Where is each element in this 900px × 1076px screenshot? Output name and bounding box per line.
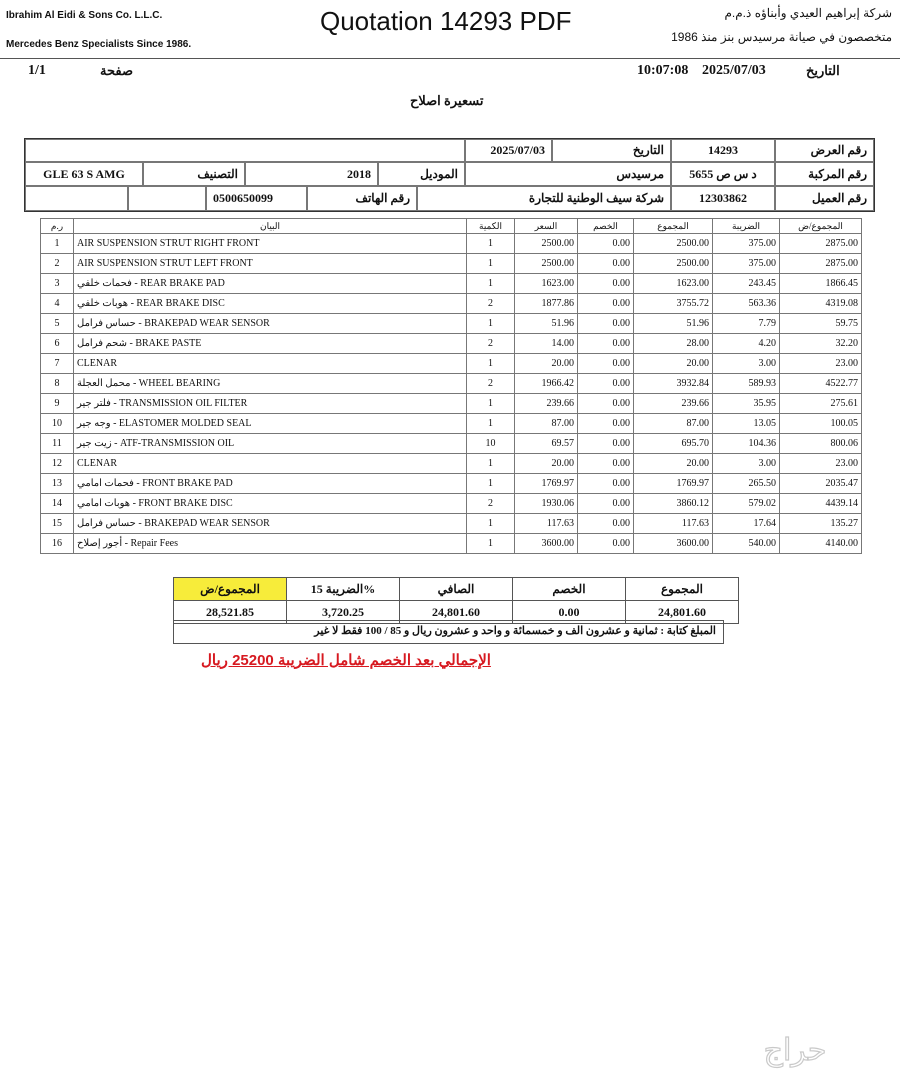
- row-quantity: 2: [467, 334, 515, 354]
- class-label: التصنيف: [143, 162, 245, 186]
- row-description: CLENAR: [74, 354, 467, 374]
- table-row: [41, 374, 862, 394]
- row-price: 117.63: [515, 514, 578, 534]
- row-quantity: 1: [467, 414, 515, 434]
- tax-label: الضريبة 15%: [287, 578, 400, 601]
- row-description: محمل العجلة - WHEEL BEARING: [74, 374, 467, 394]
- row-discount: 0.00: [578, 474, 634, 494]
- row-tax: 3.00: [713, 354, 780, 374]
- row-price: 3600.00: [515, 534, 578, 554]
- page-number: 1/1: [28, 63, 46, 78]
- row-tax: 375.00: [713, 254, 780, 274]
- row-price: 20.00: [515, 354, 578, 374]
- totals-table: [173, 577, 739, 624]
- table-row: [41, 414, 862, 434]
- phone-label: رقم الهاتف: [307, 186, 417, 211]
- totals-label-row: [174, 578, 739, 601]
- row-index: 6: [41, 334, 74, 354]
- row-total: 87.00: [634, 414, 713, 434]
- row-index: 7: [41, 354, 74, 374]
- row-tax: 17.64: [713, 514, 780, 534]
- amount-in-words-box: [173, 620, 724, 644]
- document-type: تسعيرة اصلاح: [410, 93, 484, 108]
- col-header-price: السعر: [515, 219, 578, 234]
- table-row: [41, 434, 862, 454]
- row-discount: 0.00: [578, 394, 634, 414]
- company-tagline-en: Mercedes Benz Specialists Since 1986.: [6, 39, 192, 50]
- row-price: 14.00: [515, 334, 578, 354]
- row-quantity: 1: [467, 454, 515, 474]
- row-total: 695.70: [634, 434, 713, 454]
- row-quantity: 1: [467, 474, 515, 494]
- row-price: 20.00: [515, 454, 578, 474]
- row-discount: 0.00: [578, 494, 634, 514]
- items-table: [40, 218, 862, 554]
- row-total-with-tax: 4319.08: [780, 294, 862, 314]
- row-tax: 13.05: [713, 414, 780, 434]
- row-index: 15: [41, 514, 74, 534]
- customer-name: شركة سيف الوطنية للتجارة: [417, 186, 671, 211]
- col-header-discount: الخصم: [578, 219, 634, 234]
- row-total: 28.00: [634, 334, 713, 354]
- table-row: [41, 274, 862, 294]
- vehicle-class: GLE 63 S AMG: [25, 162, 143, 186]
- row-total: 3600.00: [634, 534, 713, 554]
- row-discount: 0.00: [578, 414, 634, 434]
- row-tax: 104.36: [713, 434, 780, 454]
- page-label: صفحة: [100, 63, 133, 78]
- row-total: 1769.97: [634, 474, 713, 494]
- total-value: 24,801.60: [626, 601, 739, 624]
- quote-date-label: التاريخ: [552, 139, 671, 162]
- quotation-info-box: [24, 138, 875, 212]
- row-quantity: 10: [467, 434, 515, 454]
- row-description: زيت جير - ATF-TRANSMISSION OIL: [74, 434, 467, 454]
- row-quantity: 1: [467, 394, 515, 414]
- row-quantity: 1: [467, 274, 515, 294]
- model-label: الموديل: [378, 162, 465, 186]
- row-total-with-tax: 4439.14: [780, 494, 862, 514]
- print-date-label: التاريخ: [806, 63, 840, 78]
- haraj-watermark-logo: [700, 1032, 890, 1070]
- col-header-tax: الضريبة: [713, 219, 780, 234]
- row-description: AIR SUSPENSION STRUT LEFT FRONT: [74, 254, 467, 274]
- row-description: شحم فرامل - BRAKE PASTE: [74, 334, 467, 354]
- empty-cell: [128, 186, 206, 211]
- row-total-with-tax: 100.05: [780, 414, 862, 434]
- customer-number: 12303862: [671, 186, 775, 211]
- grand-total-note: الإجمالي بعد الخصم شامل الضريبة 25200 ريال: [201, 652, 491, 669]
- col-header-quantity: الكمية: [467, 219, 515, 234]
- table-row: [41, 474, 862, 494]
- row-total-with-tax: 135.27: [780, 514, 862, 534]
- table-row: [41, 254, 862, 274]
- col-header-description: البيان: [74, 219, 467, 234]
- row-price: 2500.00: [515, 234, 578, 254]
- row-quantity: 1: [467, 254, 515, 274]
- row-quantity: 1: [467, 534, 515, 554]
- row-total: 20.00: [634, 354, 713, 374]
- row-description: هوبات امامي - FRONT BRAKE DISC: [74, 494, 467, 514]
- row-price: 1769.97: [515, 474, 578, 494]
- row-discount: 0.00: [578, 334, 634, 354]
- row-index: 2: [41, 254, 74, 274]
- row-discount: 0.00: [578, 274, 634, 294]
- row-description: فحمات امامي - FRONT BRAKE PAD: [74, 474, 467, 494]
- row-total: 1623.00: [634, 274, 713, 294]
- row-description: CLENAR: [74, 454, 467, 474]
- row-discount: 0.00: [578, 514, 634, 534]
- row-description: حساس فرامل - BRAKEPAD WEAR SENSOR: [74, 314, 467, 334]
- net-label: الصافي: [400, 578, 513, 601]
- company-name-ar: شركة إبراهيم العيدي وأبناؤه ذ.م.م: [724, 6, 892, 20]
- col-header-total: المجموع: [634, 219, 713, 234]
- row-tax: 3.00: [713, 454, 780, 474]
- row-quantity: 1: [467, 514, 515, 534]
- total-label: المجموع: [626, 578, 739, 601]
- empty-cell: [25, 139, 465, 162]
- vehicle-make: مرسيدس: [465, 162, 671, 186]
- row-quantity: 2: [467, 494, 515, 514]
- row-price: 1623.00: [515, 274, 578, 294]
- tax-value: 3,720.25: [287, 601, 400, 624]
- table-row: [41, 354, 862, 374]
- print-date: 2025/07/03: [702, 63, 766, 78]
- phone-number: 0500650099: [206, 186, 307, 211]
- row-discount: 0.00: [578, 434, 634, 454]
- row-index: 11: [41, 434, 74, 454]
- row-discount: 0.00: [578, 254, 634, 274]
- row-total-with-tax: 32.20: [780, 334, 862, 354]
- row-total: 239.66: [634, 394, 713, 414]
- row-total-with-tax: 4140.00: [780, 534, 862, 554]
- row-price: 69.57: [515, 434, 578, 454]
- table-row: [41, 514, 862, 534]
- row-total-with-tax: 23.00: [780, 454, 862, 474]
- page-title: Quotation 14293 PDF: [320, 6, 572, 36]
- table-row: [41, 234, 862, 254]
- row-description: فلتر جير - TRANSMISSION OIL FILTER: [74, 394, 467, 414]
- row-index: 8: [41, 374, 74, 394]
- row-quantity: 1: [467, 354, 515, 374]
- header-divider: [0, 58, 900, 59]
- row-quantity: 1: [467, 234, 515, 254]
- row-tax: 7.79: [713, 314, 780, 334]
- row-discount: 0.00: [578, 374, 634, 394]
- row-price: 2500.00: [515, 254, 578, 274]
- row-index: 10: [41, 414, 74, 434]
- row-price: 239.66: [515, 394, 578, 414]
- quote-date: 2025/07/03: [465, 139, 552, 162]
- row-price: 1930.06: [515, 494, 578, 514]
- row-tax: 375.00: [713, 234, 780, 254]
- row-total-with-tax: 2875.00: [780, 254, 862, 274]
- discount-label: الخصم: [513, 578, 626, 601]
- row-index: 4: [41, 294, 74, 314]
- row-total-with-tax: 23.00: [780, 354, 862, 374]
- table-row: [41, 294, 862, 314]
- row-discount: 0.00: [578, 234, 634, 254]
- table-row: [41, 454, 862, 474]
- row-total-with-tax: 800.06: [780, 434, 862, 454]
- watermark-text: حراج: [763, 1033, 827, 1068]
- row-index: 9: [41, 394, 74, 414]
- row-total-with-tax: 2875.00: [780, 234, 862, 254]
- row-discount: 0.00: [578, 314, 634, 334]
- row-tax: 579.02: [713, 494, 780, 514]
- quote-number: 14293: [671, 139, 775, 162]
- row-tax: 589.93: [713, 374, 780, 394]
- row-total: 51.96: [634, 314, 713, 334]
- row-total: 3755.72: [634, 294, 713, 314]
- row-total: 2500.00: [634, 234, 713, 254]
- table-row: [41, 534, 862, 554]
- row-index: 1: [41, 234, 74, 254]
- table-row: [41, 314, 862, 334]
- empty-cell: [25, 186, 128, 211]
- row-tax: 563.36: [713, 294, 780, 314]
- table-header-row: [41, 219, 862, 234]
- row-total: 3932.84: [634, 374, 713, 394]
- vehicle-plate-label: رقم المركبة: [775, 162, 874, 186]
- row-index: 5: [41, 314, 74, 334]
- discount-value: 0.00: [513, 601, 626, 624]
- row-description: وجه جير - ELASTOMER MOLDED SEAL: [74, 414, 467, 434]
- col-header-total-with-tax: المجموع/ض: [780, 219, 862, 234]
- row-tax: 4.20: [713, 334, 780, 354]
- row-total-with-tax: 59.75: [780, 314, 862, 334]
- row-price: 51.96: [515, 314, 578, 334]
- row-index: 14: [41, 494, 74, 514]
- row-total: 2500.00: [634, 254, 713, 274]
- customer-number-label: رقم العميل: [775, 186, 874, 211]
- row-index: 3: [41, 274, 74, 294]
- quote-number-label: رقم العرض: [775, 139, 874, 162]
- row-description: أجور إصلاح - Repair Fees: [74, 534, 467, 554]
- print-time: 10:07:08: [637, 63, 689, 78]
- row-quantity: 1: [467, 314, 515, 334]
- row-total-with-tax: 4522.77: [780, 374, 862, 394]
- row-discount: 0.00: [578, 294, 634, 314]
- row-price: 1877.86: [515, 294, 578, 314]
- row-tax: 243.45: [713, 274, 780, 294]
- row-price: 1966.42: [515, 374, 578, 394]
- row-description: فحمات خلفي - REAR BRAKE PAD: [74, 274, 467, 294]
- row-index: 12: [41, 454, 74, 474]
- table-row: [41, 494, 862, 514]
- total-with-tax-label: المجموع/ض: [174, 578, 287, 601]
- row-total-with-tax: 275.61: [780, 394, 862, 414]
- row-index: 13: [41, 474, 74, 494]
- row-total: 20.00: [634, 454, 713, 474]
- row-price: 87.00: [515, 414, 578, 434]
- row-discount: 0.00: [578, 534, 634, 554]
- table-row: [41, 334, 862, 354]
- amount-in-words: المبلغ كتابة : ثمانية و عشرون الف و خمسمائة و واحد و عشرون ريال و 85 / 100 فقط لا غير: [314, 625, 716, 637]
- vehicle-plate: د س ص 5655: [671, 162, 775, 186]
- row-total-with-tax: 1866.45: [780, 274, 862, 294]
- row-tax: 265.50: [713, 474, 780, 494]
- company-name-en: Ibrahim Al Eidi & Sons Co. L.L.C.: [6, 10, 163, 21]
- row-description: هوبات خلفي - REAR BRAKE DISC: [74, 294, 467, 314]
- col-header-index: ر.م: [41, 219, 74, 234]
- table-row: [41, 394, 862, 414]
- model-year: 2018: [245, 162, 378, 186]
- company-tagline-ar: متخصصون في صيانة مرسيدس بنز منذ 1986: [671, 30, 892, 44]
- row-index: 16: [41, 534, 74, 554]
- row-description: AIR SUSPENSION STRUT RIGHT FRONT: [74, 234, 467, 254]
- row-quantity: 2: [467, 374, 515, 394]
- row-quantity: 2: [467, 294, 515, 314]
- row-tax: 35.95: [713, 394, 780, 414]
- row-total: 3860.12: [634, 494, 713, 514]
- row-discount: 0.00: [578, 354, 634, 374]
- row-discount: 0.00: [578, 454, 634, 474]
- row-tax: 540.00: [713, 534, 780, 554]
- row-total-with-tax: 2035.47: [780, 474, 862, 494]
- row-description: حساس فرامل - BRAKEPAD WEAR SENSOR: [74, 514, 467, 534]
- net-value: 24,801.60: [400, 601, 513, 624]
- total-with-tax-value: 28,521.85: [174, 601, 287, 624]
- row-total: 117.63: [634, 514, 713, 534]
